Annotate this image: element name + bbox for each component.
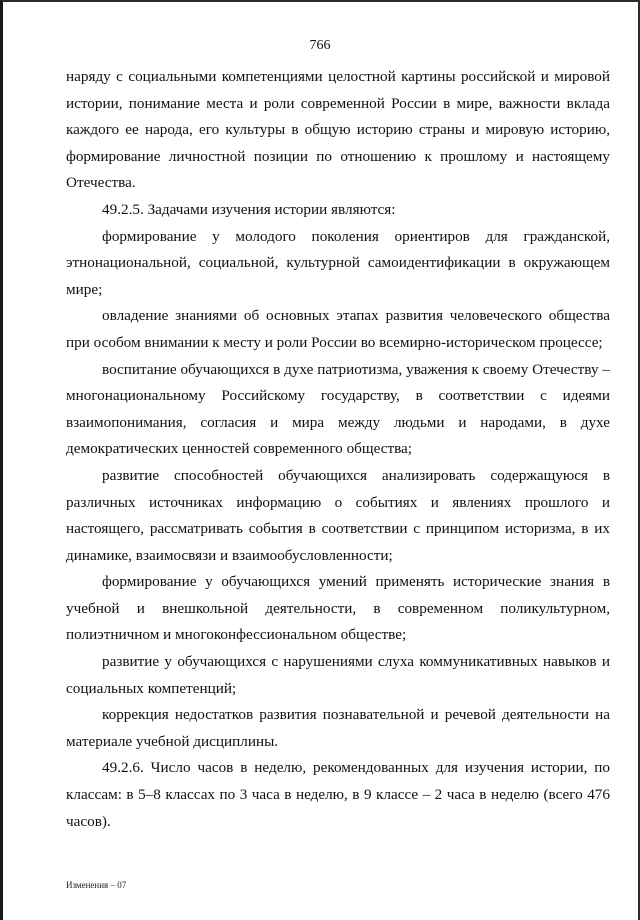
task-item-correction: коррекция недостатков развития познавательной и речевой деятельности на материале учебной дисциплины. xyxy=(66,706,610,750)
task-item-identity: формирование у молодого поколения ориентиров для гражданской, этнонациональной, социальной, культурной самоидентификации в окружающем мире; xyxy=(66,227,610,298)
page-number: 766 xyxy=(309,38,331,53)
task-item-patriotism: воспитание обучающихся в духе патриотизма, уважения к своему Отечеству – многонациональному Российскому государству, в соответствии с идеями взаимопонимания, согласия и мира между людьми и народами, в духе демократических ценностей современного общества; xyxy=(66,360,610,458)
paragraph-continuation: наряду с социальными компетенциями целостной картины российской и мировой истории, понимание места и роли современной России в мире, важности вклада каждого ее народа, его культуры в общую историю страны и мировую историю, формирование личностной позиции по отношению к прошлому и настоящему Отечества. xyxy=(66,68,610,192)
task-item-knowledge: овладение знаниями об основных этапах развития человеческого общества при особом внимании к месту и роли России во всемирно-историческом процессе; xyxy=(66,307,610,351)
section-paragraph-49-2-6: 49.2.6. Число часов в неделю, рекомендованных для изучения истории, по классам: в 5–8 классах по 3 часа в неделю, в 9 классе – 2 часа в неделю (всего 476 часов). xyxy=(66,759,610,830)
section-heading-49-2-5: 49.2.5. Задачами изучения истории являются: xyxy=(102,200,396,218)
document-body xyxy=(66,64,610,835)
task-item-analysis: развитие способностей обучающихся анализировать содержащуюся в различных источниках информацию о событиях и явлениях прошлого и настоящего, рассматривать события в соответствии с принципом историзма, в их динамике, взаимосвязи и взаимообусловленности; xyxy=(66,466,610,564)
footer-revision-note: Изменения – 07 xyxy=(66,880,127,890)
task-item-communication: развитие у обучающихся с нарушениями слуха коммуникативных навыков и социальных компетенций; xyxy=(66,653,610,697)
task-item-skills: формирование у обучающихся умений применять исторические знания в учебной и внешкольной деятельности, в современном поликультурном, полиэтничном и многоконфессиональном обществе; xyxy=(66,573,610,644)
